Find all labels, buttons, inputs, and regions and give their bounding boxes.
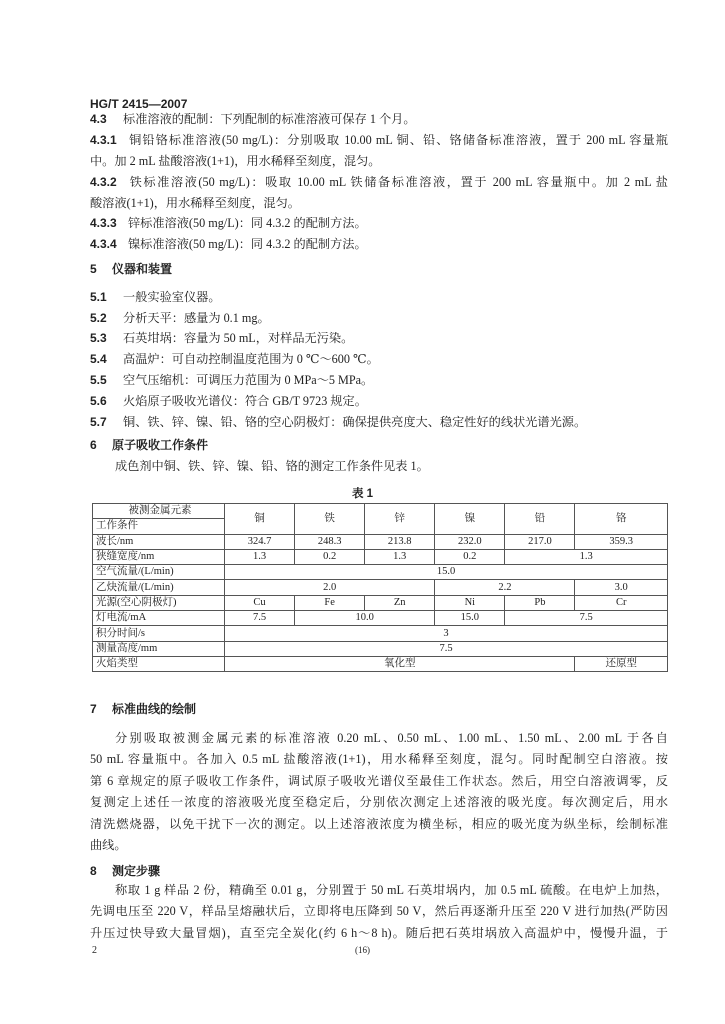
clause-text: 标准溶液的配制：下列配制的标准溶液可保存 1 个月。 (123, 112, 416, 126)
section-7-heading (90, 701, 668, 717)
table-cell: 213.8 (365, 534, 435, 549)
standard-number-header: HG/T 2415—2007 (90, 97, 188, 111)
section-7-line: 50 mL 容量瓶中。各加入 0.5 mL 盐酸溶液(1+1)，用水稀释至刻度，混匀。同时配制空白溶液。按 (90, 752, 668, 766)
section-8-line: 升压过快导致大量冒烟)，直至完全炭化(约 6 h～8 h)。随后把石英坩埚放入高温炉中，慢慢升温，于 (90, 926, 668, 940)
text-span: 测定步骤 (112, 864, 161, 878)
text-span: 原子吸收工作条件 (112, 438, 209, 452)
table-cell: 3 (225, 626, 668, 641)
col-fe: 铁 (295, 504, 365, 535)
section-7-line: 复测定上述任一浓度的溶液吸光度至稳定后，分别依次测定上述溶液的吸光度。每次测定后，用水 (90, 795, 668, 809)
row-label: 积分时间/s (93, 626, 225, 641)
header-conditions: 工作条件 (93, 519, 225, 534)
table-row (93, 549, 668, 564)
clause-5-1 (90, 289, 668, 305)
col-cr: 铬 (575, 504, 668, 535)
text-span: 5.7 (90, 415, 107, 429)
section-8-heading (90, 863, 668, 879)
table-cell: 2.2 (435, 580, 575, 595)
row-label: 狭缝宽度/nm (93, 549, 225, 564)
text-span: 石英坩埚：容量为 50 mL，对样品无污染。 (123, 331, 354, 345)
section-7-line: 第 6 章规定的原子吸收工作条件，调试原子吸收光谱仪至最佳工作状态。然后，用空白溶液调零，反 (90, 774, 668, 788)
section-6-heading (90, 437, 668, 453)
table-cell: 2.0 (225, 580, 435, 595)
clause-text: 锌标准溶液(50 mg/L)：同 4.3.2 的配制方法。 (128, 216, 367, 230)
clause-5-3 (90, 330, 668, 346)
text-span: 5.4 (90, 352, 107, 366)
text-span: 5 (90, 262, 97, 276)
col-ni: 镍 (435, 504, 505, 535)
text-span: 5.6 (90, 394, 107, 408)
clause-number: 4.3.3 (90, 216, 117, 230)
table-row (93, 534, 668, 549)
table-cell: 7.5 (225, 641, 668, 656)
section-8-line: 先调电压至 220 V，样品呈熔融状后，立即将电压降到 50 V，然后再逐渐升压至 220 V 进行加热(严防因 (90, 904, 668, 918)
row-label: 空气流量/(L/min) (93, 565, 225, 580)
table-caption: 表 1 (351, 488, 374, 500)
clause-4-3-2-cont: 酸溶液(1+1)，用水稀释至刻度，混匀。 (90, 196, 300, 210)
clause-5-5 (90, 372, 668, 388)
working-conditions-table (92, 503, 668, 672)
col-pb: 铅 (505, 504, 575, 535)
text-span: 5.1 (90, 290, 107, 304)
table-cell: 324.7 (225, 534, 295, 549)
table-row (93, 580, 668, 595)
table-cell: 1.3 (505, 549, 668, 564)
row-label: 乙炔流量/(L/min) (93, 580, 225, 595)
text-span: 仪器和装置 (112, 262, 173, 276)
table-row (93, 626, 668, 641)
text-span: 空气压缩机：可调压力范围为 0 MPa～5 MPa。 (123, 373, 374, 387)
table-cell: 1.3 (365, 549, 435, 564)
header-elements: 被测金属元素 (93, 504, 225, 519)
section-6-text: 成色剂中铜、铁、锌、镍、铅、铬的测定工作条件见表 1。 (115, 459, 429, 473)
table-cell: Zn (365, 595, 435, 610)
table-cell: 232.0 (435, 534, 505, 549)
text-span: 5.5 (90, 373, 107, 387)
clause-number: 4.3 (90, 112, 107, 126)
clause-number: 4.3.4 (90, 237, 117, 251)
table-cell: 还原型 (575, 656, 668, 671)
page-number: 2 (92, 945, 97, 956)
text-span: 分析天平：感量为 0.1 mg。 (123, 311, 270, 325)
table-cell: 3.0 (575, 580, 668, 595)
table-row (93, 565, 668, 580)
text-span: 一般实验室仪器。 (123, 290, 221, 304)
text-span: 6 (90, 438, 97, 452)
sheet-number: (16) (355, 945, 370, 955)
text-span: 5.2 (90, 311, 107, 325)
section-5-heading (90, 261, 668, 277)
table-cell: 0.2 (435, 549, 505, 564)
text-span: 8 (90, 864, 97, 878)
table-cell: 10.0 (295, 611, 435, 626)
section-8-line: 称取 1 g 样品 2 份，精确至 0.01 g，分别置于 50 mL 石英坩埚内，加 0.5 mL 硫酸。在电炉上加热， (115, 883, 668, 897)
col-cu: 铜 (225, 504, 295, 535)
text-span: 火焰原子吸收光谱仪：符合 GB/T 9723 规定。 (123, 394, 367, 408)
table-cell: 氧化型 (225, 656, 575, 671)
table-cell: 7.5 (225, 611, 295, 626)
clause-number: 4.3.1 (90, 133, 117, 147)
table-cell: 15.0 (435, 611, 505, 626)
clause-4-3-3 (90, 215, 668, 231)
section-7-line: 分别吸取被测金属元素的标准溶液 0.20 mL、0.50 mL、1.00 mL、1.50 mL、2.00 mL 于各自 (115, 731, 668, 745)
row-label: 光源(空心阴极灯) (93, 595, 225, 610)
table-cell: 359.3 (575, 534, 668, 549)
row-label: 波长/nm (93, 534, 225, 549)
table-cell: 1.3 (225, 549, 295, 564)
table-cell: Pb (505, 595, 575, 610)
table-cell: 15.0 (225, 565, 668, 580)
clause-4-3-4 (90, 236, 668, 252)
clause-4-3-2 (90, 174, 668, 190)
clause-4-3-1-cont: 中。加 2 mL 盐酸溶液(1+1)，用水稀释至刻度，混匀。 (90, 154, 381, 168)
table-cell: Cu (225, 595, 295, 610)
clause-5-7 (90, 414, 668, 430)
table-cell: 7.5 (505, 611, 668, 626)
table-row (93, 656, 668, 671)
text-span: 铜、铁、锌、镍、铅、铬的空心阴极灯：确保提供亮度大、稳定性好的线状光谱光源。 (123, 415, 587, 429)
text-span: 7 (90, 702, 97, 716)
table-cell: Cr (575, 595, 668, 610)
clause-4-3-1 (90, 132, 668, 148)
clause-5-2 (90, 310, 668, 326)
table-row (93, 611, 668, 626)
section-7-line: 清洗燃烧器，以免干扰下一次的测定。以上述溶液浓度为横坐标，相应的吸光度为纵坐标，绘制标准 (90, 817, 668, 831)
table-cell: 217.0 (505, 534, 575, 549)
table-row (93, 641, 668, 656)
clause-text: 镍标准溶液(50 mg/L)：同 4.3.2 的配制方法。 (128, 237, 367, 251)
text-span: 5.3 (90, 331, 107, 345)
clause-5-4 (90, 351, 668, 367)
clause-5-6 (90, 393, 668, 409)
row-label: 火焰类型 (93, 656, 225, 671)
col-zn: 锌 (365, 504, 435, 535)
clause-4-3 (90, 111, 668, 127)
section-7-line: 曲线。 (90, 838, 127, 852)
clause-number: 4.3.2 (90, 175, 117, 189)
clause-text: 铜铅铬标准溶液(50 mg/L)：分别吸取 10.00 mL 铜、铅、铬储备标准溶液，置于 200 mL 容量瓶 (128, 133, 668, 147)
text-span: 标准曲线的绘制 (112, 702, 197, 716)
table-cell: Fe (295, 595, 365, 610)
table-cell: Ni (435, 595, 505, 610)
table-cell: 0.2 (295, 549, 365, 564)
table-row (93, 595, 668, 610)
row-label: 灯电流/mA (93, 611, 225, 626)
clause-text: 铁标准溶液(50 mg/L)：吸取 10.00 mL 铁储备标准溶液，置于 200 mL 容量瓶中。加 2 mL 盐 (128, 175, 668, 189)
row-label: 测量高度/mm (93, 641, 225, 656)
text-span: 高温炉：可自动控制温度范围为 0 ℃～600 ℃。 (123, 352, 379, 366)
table-cell: 248.3 (295, 534, 365, 549)
